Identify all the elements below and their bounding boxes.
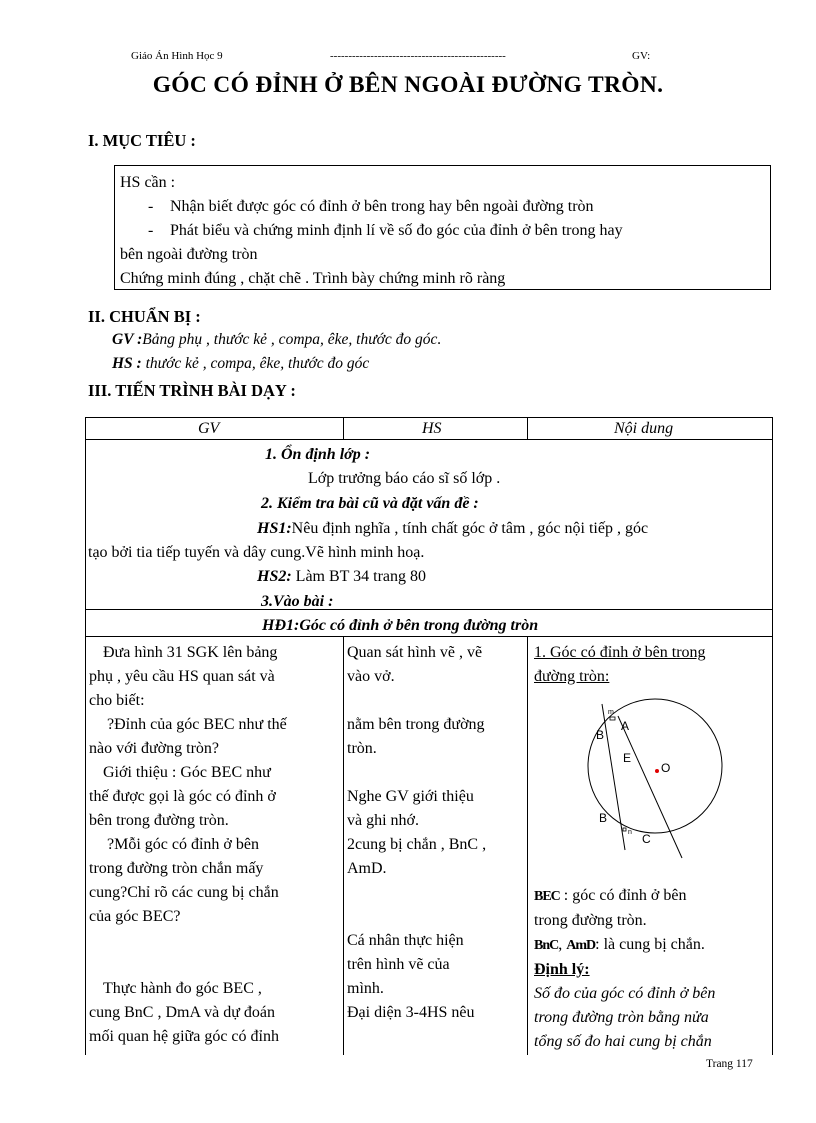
angle-symbol: BEC bbox=[534, 889, 560, 904]
theorem-line: Số đo của góc có đỉnh ở bên bbox=[534, 985, 716, 1002]
label-b-top: B bbox=[596, 728, 605, 742]
step1-text: Lớp trưởng báo cáo sĩ số lớp . bbox=[308, 470, 501, 487]
col-header-content: Nội dung bbox=[614, 420, 674, 437]
arc-symbol-2: AmD bbox=[566, 938, 596, 953]
prep-gv: GV :Bảng phụ , thước kẻ , compa, êke, thước đo góc. bbox=[112, 331, 442, 348]
arc-mark-n bbox=[623, 828, 626, 831]
hs-column: Quan sát hình vẽ , vẽ vào vở. nằm bên trong đường tròn. Nghe GV giới thiệu và ghi nhớ. 2cung bị chắn , BnC , AmD. Cá nhân thực hiện trên hình vẽ của mình. Đại diện 3-4HS nêu bbox=[347, 644, 487, 1021]
arc-mark-m bbox=[610, 717, 615, 720]
gv-column: Đưa hình 31 SGK lên bảng phụ , yêu cầu HS quan sát và cho biết: ?Đỉnh của góc BEC như thế nào với đường tròn? Giới thiệu : Góc BEC như thế được gọi là góc có đỉnh ở bên trong đường tròn. ?Mỗi góc có đỉnh ở bên trong đường tròn chắn mấy cung?Chỉ rõ các cung bị chắn của góc BEC? Thực hành đo góc BEC , cung BnC , DmA và dự đoán mối quan hệ giữa góc có đỉnh bbox=[89, 644, 287, 1045]
hs2-line: HS2: Làm BT 34 trang 80 bbox=[257, 568, 427, 585]
header-teacher: GV: bbox=[632, 50, 651, 62]
col-header-gv: GV bbox=[198, 420, 220, 437]
label-e: E bbox=[623, 751, 632, 765]
label-b-bottom: B bbox=[599, 811, 608, 825]
label-n: n bbox=[628, 829, 632, 836]
step1-title: 1. Ổn định lớp : bbox=[265, 446, 371, 463]
hs1-line: HS1:Nêu định nghĩa , tính chất góc ở tâm , góc nội tiếp , góc bbox=[257, 520, 649, 537]
step3-title: 3.Vào bài : bbox=[261, 593, 334, 610]
theorem-label: Định lý: bbox=[534, 961, 590, 978]
header-subject: Giáo Án Hình Học 9 bbox=[131, 50, 223, 62]
objective-item: - Nhận biết được góc có đỉnh ở bên trong hay bên ngoài đường tròn bbox=[148, 198, 594, 215]
objectives-closing: Chứng minh đúng , chặt chẽ . Trình bày chứng minh rõ ràng bbox=[120, 270, 506, 287]
hs1-line-cont: tạo bởi tia tiếp tuyến và dây cung.Vẽ hình minh hoạ. bbox=[88, 544, 425, 561]
content-heading: 1. Góc có đỉnh ở bên trong đường tròn: bbox=[534, 644, 706, 685]
label-o: O bbox=[661, 761, 671, 775]
page-number: Trang 117 bbox=[706, 1058, 753, 1070]
theorem-line: tổng số đo hai cung bị chắn bbox=[534, 1033, 712, 1050]
center-point bbox=[655, 769, 659, 773]
label-m: m bbox=[608, 709, 614, 716]
header-dashes: ------------------------------------------------ bbox=[330, 50, 506, 62]
circle-figure bbox=[530, 690, 770, 860]
section-objectives-heading: I. MỤC TIÊU : bbox=[88, 131, 196, 150]
theorem-line: trong đường tròn bằng nửa bbox=[534, 1009, 709, 1026]
section-preparation-heading: II. CHUẨN BỊ : bbox=[88, 307, 201, 326]
page-title: GÓC CÓ ĐỈNH Ở BÊN NGOÀI ĐƯỜNG TRÒN. bbox=[152, 72, 664, 98]
hd1-title: HĐ1:Góc có đỉnh ở bên trong đường tròn bbox=[262, 617, 539, 634]
objective-item-cont: bên ngoài đường tròn bbox=[120, 246, 258, 263]
objectives-box bbox=[114, 165, 771, 290]
label-c: C bbox=[642, 832, 651, 846]
prep-hs: HS : thước kẻ , compa, êke, thước đo góc bbox=[112, 355, 370, 372]
objectives-intro: HS cần : bbox=[120, 174, 176, 191]
step2-title: 2. Kiểm tra bài cũ và đặt vấn đề : bbox=[261, 495, 479, 512]
arc-symbol-1: BnC bbox=[534, 938, 559, 953]
label-a: A bbox=[621, 719, 630, 733]
content-definition: BEC : góc có đỉnh ở bên trong đường tròn. BnC, AmD: là cung bị chắn. Định lý: Số đo của góc có đỉnh ở bên trong đường tròn bằng nửa tổng số đo hai cung bị chắn bbox=[534, 884, 770, 1054]
objective-item: - Phát biểu và chứng minh định lí về số đo góc của đỉnh ở bên trong hay bbox=[148, 222, 623, 239]
section-process-heading: III. TIẾN TRÌNH BÀI DẠY : bbox=[88, 381, 296, 400]
col-header-hs: HS bbox=[422, 420, 442, 437]
circle-shape bbox=[588, 699, 722, 833]
